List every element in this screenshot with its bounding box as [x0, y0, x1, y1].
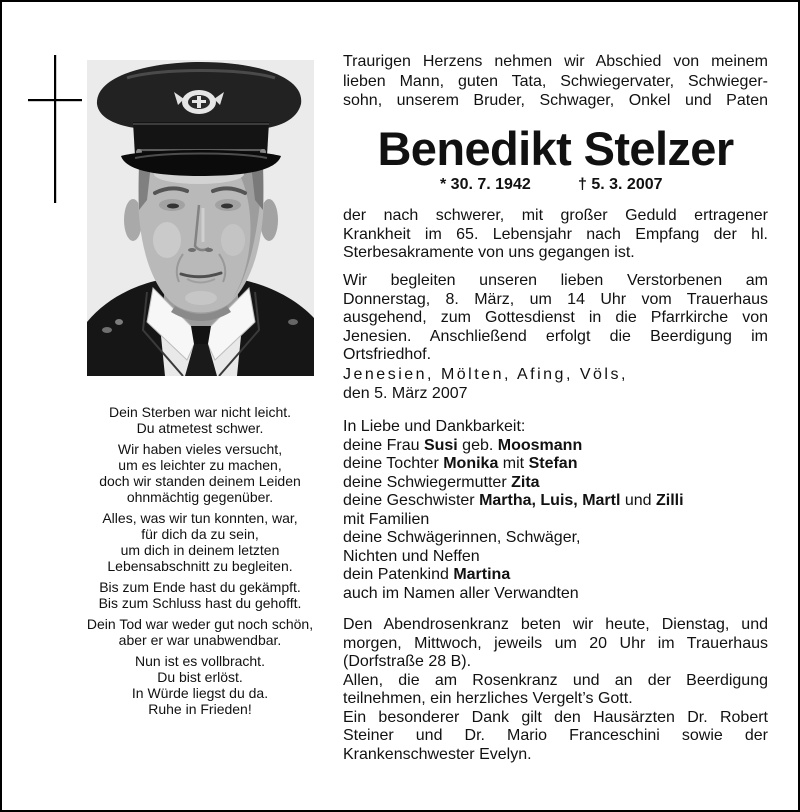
jacket-insignia [288, 319, 298, 325]
poem-stanza [80, 653, 320, 717]
passing-line: der nach schwerer, mit großer Geduld ertragener [343, 207, 768, 224]
family-text: deine Frau [343, 436, 424, 454]
portrait-photo [87, 60, 314, 376]
jacket-insignia [115, 319, 123, 325]
passing-text [343, 207, 768, 263]
thanks-line: (Dorfstraße 28 B). [343, 653, 472, 670]
family-text: geb. [457, 436, 498, 454]
nostril-right [205, 248, 213, 252]
poem-line: für dich da zu sein, [141, 526, 259, 542]
family-name: Martha, Luis, Martl [479, 492, 621, 509]
family-heading: In Liebe und Dankbarkeit: [343, 418, 526, 435]
thanks-line: Den Abendrosenkranz beten wir heute, Dienstag, und [343, 616, 768, 633]
cheek-left [153, 222, 181, 258]
passing-line: Krankheit im 65. Lebensjahr nach Empfang der hl. [343, 225, 768, 243]
poem-line: um dich in deinem letzten [120, 542, 280, 558]
poem-line: Ruhe in Frieden! [148, 701, 252, 717]
poem-line: Du atmetest schwer. [136, 420, 264, 436]
family-list [343, 418, 768, 603]
poem-line: aber er war unabwendbar. [118, 632, 282, 648]
intro-line: sohn, unserem Bruder, Schwager, Onkel und Paten [343, 92, 768, 109]
funeral-line: Ortsfriedhof. [343, 346, 432, 363]
poem [80, 404, 320, 717]
funeral-line: Wir begleiten unseren lieben Verstorbenen am [343, 272, 768, 289]
family-text: dein Patenkind [343, 566, 454, 583]
intro-line: Traurigen Herzens nehmen wir Abschied von meinem [343, 53, 768, 70]
thanks-line: Steiner und Dr. Mario Franceschini sowie der [343, 727, 768, 744]
chin [185, 291, 217, 305]
death-date: † 5. 3. 2007 [578, 176, 663, 193]
cross-horizontal-bar [28, 99, 82, 101]
poem-line: doch wir standen deinem Leiden [99, 473, 301, 489]
deceased-name: Benedikt Stelzer [377, 122, 734, 175]
thanks-line: Allen, die am Rosenkranz und an der Beerdigung [343, 671, 768, 689]
family-name: Zilli [656, 492, 684, 509]
family-line [343, 511, 768, 530]
nostril-left [188, 248, 196, 252]
family-name: Moosmann [497, 436, 583, 454]
family-text: mit Familien [343, 510, 430, 528]
family-text: deine Tochter [343, 455, 444, 472]
thanks-line: morgen, Mittwoch, jeweils um 20 Uhr im Trauerhaus [343, 634, 768, 652]
thanks-line: Krankenschwester Evelyn. [343, 745, 532, 763]
poem-line: Alles, was wir tun konnten, war, [102, 510, 298, 526]
thanks-text [343, 616, 768, 764]
tie-knot [191, 326, 211, 344]
family-line [343, 474, 768, 493]
birth-date: * 30. 7. 1942 [440, 176, 531, 193]
uniform-cap [97, 62, 301, 176]
place-line: Jenesien, Mölten, Afing, Völs, [343, 366, 628, 383]
poem-stanza [80, 579, 320, 611]
family-text: deine Schwägerinnen, Schwäger, [343, 529, 581, 546]
jacket-insignia [102, 327, 112, 333]
family-text: Nichten und Neffen [343, 547, 480, 565]
thanks-line: Ein besonderer Dank gilt den Hausärzten Dr. Robert [343, 708, 768, 726]
funeral-line: ausgehend, zum Gottesdienst in die Pfarrkirche von [343, 309, 768, 326]
passing-line: Sterbesakramente von uns gegangen ist. [343, 244, 635, 261]
poem-line: Wir haben vieles versucht, [117, 441, 283, 457]
thanks-line: teilnehmen, ein herzliches Vergelt’s Gott. [343, 690, 633, 707]
family-line [343, 529, 768, 548]
funeral-line: Jenesien. Anschließend erfolgt die Beerdigung im [343, 327, 768, 345]
family-line [343, 492, 768, 511]
family-name: Martina [453, 566, 511, 583]
poem-stanza [80, 404, 320, 436]
poem-line: Nun ist es vollbracht. [135, 653, 265, 669]
intro-line: lieben Mann, guten Tata, Schwiegervater, Schwieger- [343, 72, 768, 90]
family-name: Zita [511, 473, 540, 491]
family-text: und [620, 492, 657, 509]
cheek-right [221, 224, 245, 256]
eye-left [167, 204, 179, 209]
poem-stanza [80, 616, 320, 648]
poem-line: Bis zum Schluss hast du gehofft. [98, 595, 302, 611]
place-date [343, 366, 768, 403]
poem-stanza [80, 510, 320, 574]
poem-line: um es leichter zu machen, [118, 457, 282, 473]
poem-line: ohnmächtig gegenüber. [126, 489, 274, 505]
poem-line: Bis zum Ende hast du gekämpft. [99, 579, 301, 595]
poem-line: Du bist erlöst. [157, 669, 243, 685]
family-text: deine Schwiegermutter [343, 473, 512, 491]
family-text: auch im Namen aller Verwandten [343, 584, 579, 602]
family-text: mit [498, 455, 529, 472]
family-line [343, 548, 768, 567]
badge-emblem-horizontal [192, 100, 206, 103]
family-text: deine Geschwister [343, 492, 480, 509]
cross-vertical-bar [54, 55, 56, 203]
poem-line: Dein Sterben war nicht leicht. [108, 404, 292, 420]
family-line [343, 455, 768, 474]
family-line [343, 566, 768, 585]
poem-line: Lebensabschnitt zu begleiten. [107, 558, 293, 574]
poem-line: Dein Tod war weder gut noch schön, [86, 616, 314, 632]
cross-icon [26, 53, 86, 205]
family-name: Susi [423, 436, 458, 454]
funeral-text [343, 272, 768, 365]
date-line: den 5. März 2007 [343, 384, 468, 402]
family-name: Monika [443, 455, 499, 472]
funeral-line: Donnerstag, 8. März, um 14 Uhr vom Trauerhaus [343, 290, 768, 308]
intro-text [343, 52, 768, 111]
family-line [343, 437, 768, 456]
family-name: Stefan [528, 455, 578, 472]
poem-line: In Würde liegst du da. [131, 685, 269, 701]
poem-stanza [80, 441, 320, 505]
eye-right [221, 204, 233, 209]
family-line [343, 585, 768, 604]
